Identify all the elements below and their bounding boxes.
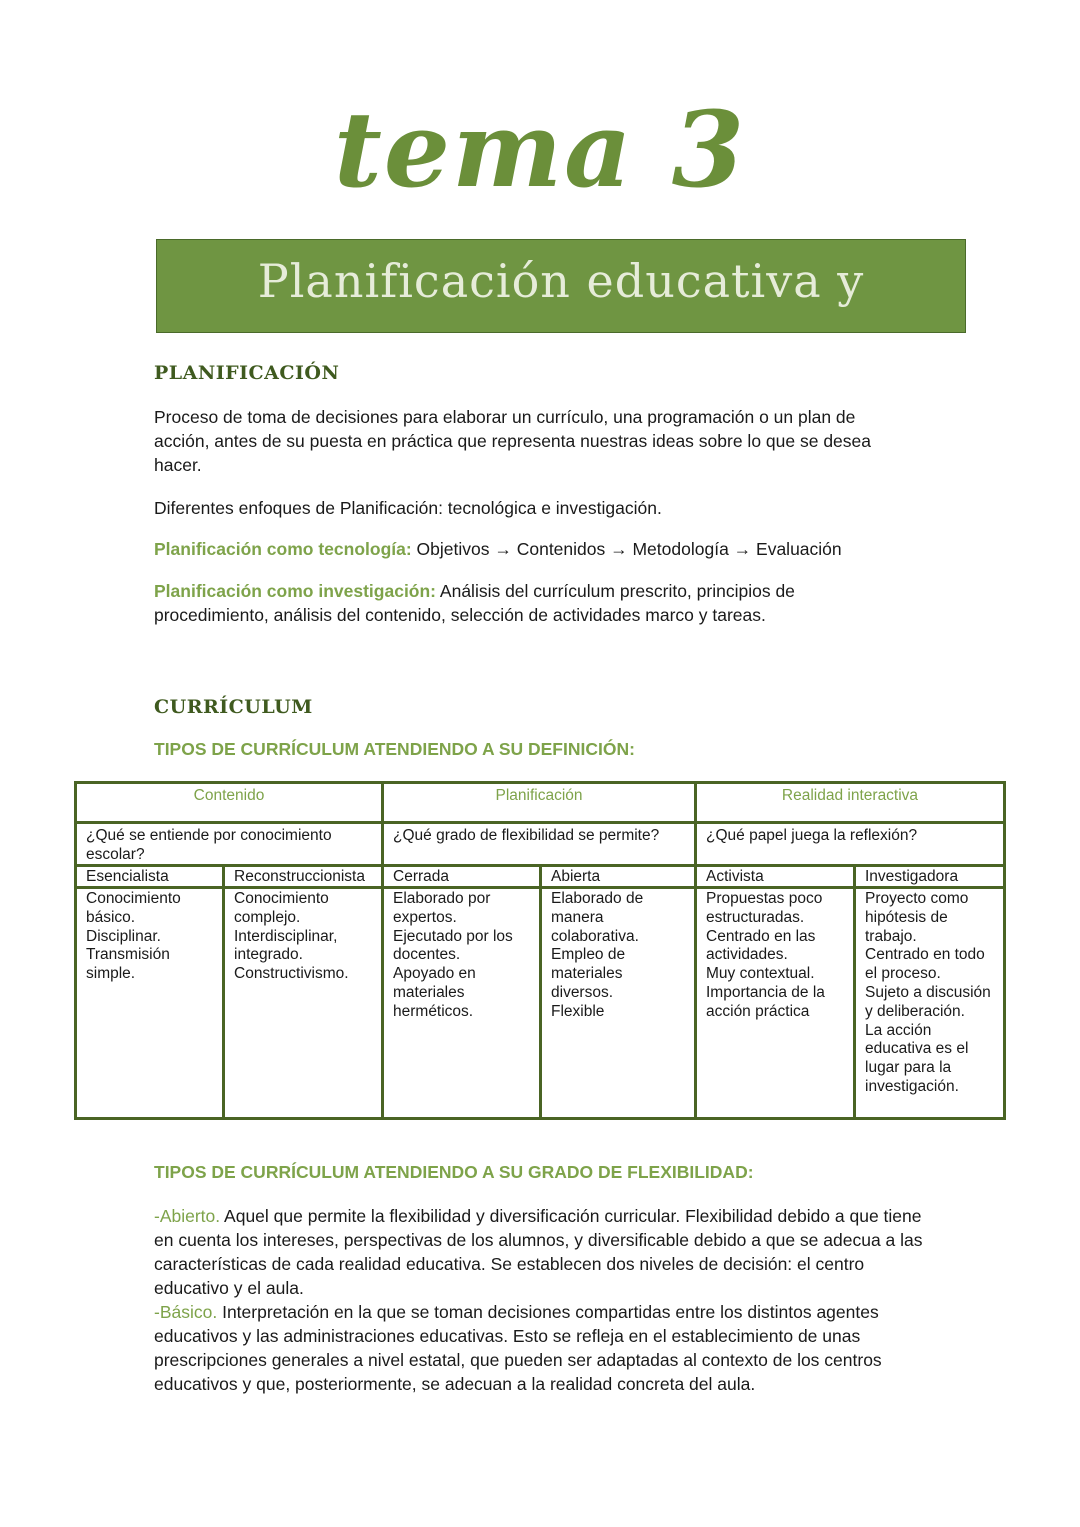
section-heading-curriculum: CURRÍCULUM — [154, 696, 313, 718]
definicion-heading: TIPOS DE CURRÍCULUM ATENDIENDO A SU DEFINICIÓN: — [154, 739, 635, 759]
description-line: Disciplinar. — [86, 927, 161, 945]
table-description — [694, 886, 856, 1120]
description-line: Empleo de materiales diversos. — [551, 946, 626, 1001]
basico-label: -Básico. — [154, 1302, 218, 1322]
description-line: Importancia de la acción práctica — [706, 983, 825, 1020]
table-group-header: Planificación — [381, 781, 697, 824]
flexibilidad-heading: TIPOS DE CURRÍCULUM ATENDIENDO A SU GRADO DE FLEXIBILIDAD: — [154, 1162, 754, 1182]
investigacion-text: Análisis del currículum prescrito, principios de procedimiento, análisis del contenido, selección de actividades marco y tareas. — [154, 581, 795, 625]
description-line: Centrado en todo el proceso. — [865, 946, 985, 983]
description-line: Muy contextual. — [706, 965, 815, 983]
table-question: ¿Qué se entiende por conocimiento escolar? — [74, 821, 384, 867]
description-line: Conocimiento complejo. — [234, 890, 329, 926]
tecnologia-line — [154, 537, 934, 561]
description-line: Conocimiento básico. — [86, 890, 181, 926]
basico-paragraph — [154, 1300, 914, 1396]
table-question: ¿Qué grado de flexibilidad se permite? — [381, 821, 697, 867]
description-line: Sujeto a discusión y deliberación. — [865, 983, 991, 1020]
description-line: Elaborado de manera colaborativa. — [551, 890, 644, 945]
description-line: Ejecutado por los docentes. — [393, 927, 513, 964]
table-group-header: Contenido — [74, 781, 384, 824]
description-line: Apoyado en materiales herméticos. — [393, 965, 476, 1020]
abierto-label: -Abierto. — [154, 1206, 221, 1226]
banner-text: Planificación educativa y — [257, 254, 865, 308]
table-group-header: Realidad interactiva — [694, 781, 1006, 824]
basico-text: Interpretación en la que se toman decisiones compartidas entre los distintos agentes educativos y las administraciones educativas. Esto se refleja en el establecimiento de unas prescripciones generales a nivel estatal, que pueden ser adaptadas al contexto de los centros educativos y que, posteriormente, se adecuan a la realidad concreta del aula. — [154, 1302, 882, 1394]
abierto-text: Aquel que permite la flexibilidad y diversificación curricular. Flexibilidad debido a que tiene en cuenta los intereses, perspectivas de los alumnos, y diversificable debido a que se adecua a las características de cada realidad educativa. Se establecen dos niveles de decisión: el centro educativo y el aula. — [154, 1206, 923, 1298]
description-line: Constructivismo. — [234, 965, 349, 983]
table-description — [853, 886, 1006, 1120]
table-description — [539, 886, 697, 1120]
abierto-paragraph — [154, 1204, 929, 1300]
table-type: Activista — [694, 864, 856, 889]
table-type: Abierta — [539, 864, 697, 889]
tecnologia-label: Planificación como tecnología: — [154, 539, 412, 559]
description-line: Centrado en las actividades. — [706, 927, 816, 964]
tecnologia-text: Objetivos → Contenidos → Metodología → Evaluación — [411, 539, 842, 559]
table-description — [74, 886, 225, 1120]
description-line: La acción educativa es el lugar para la investigación. — [865, 1021, 969, 1095]
investigacion-paragraph — [154, 579, 844, 627]
description-line: Elaborado por expertos. — [393, 890, 491, 926]
description-line: Propuestas poco estructuradas. — [706, 890, 823, 926]
section-heading-planificacion: PLANIFICACIÓN — [154, 362, 340, 384]
table-type: Reconstruccionista — [222, 864, 384, 889]
curriculum-table — [74, 781, 1006, 1120]
enfoques-text: Diferentes enfoques de Planificación: tecnológica e investigación. — [154, 498, 662, 518]
table-question: ¿Qué papel juega la reflexión? — [694, 821, 1006, 867]
table-type: Cerrada — [381, 864, 542, 889]
table-description — [222, 886, 384, 1120]
description-line: Transmisión simple. — [86, 946, 170, 983]
description-line: Flexible — [551, 1002, 605, 1020]
investigacion-label: Planificación como investigación: — [154, 581, 437, 601]
title-banner — [156, 239, 966, 333]
description-line: Interdisciplinar, integrado. — [234, 927, 338, 964]
description-line: Proyecto como hipótesis de trabajo. — [865, 890, 969, 945]
planificacion-definition: Proceso de toma de decisiones para elaborar un currículo, una programación o un plan de acción, antes de su puesta en práctica que representa nuestras ideas sobre lo que se desea hacer. — [154, 407, 871, 475]
table-description — [381, 886, 542, 1120]
table-type: Investigadora — [853, 864, 1006, 889]
table-type: Esencialista — [74, 864, 225, 889]
page-title: tema 3 — [333, 88, 747, 211]
